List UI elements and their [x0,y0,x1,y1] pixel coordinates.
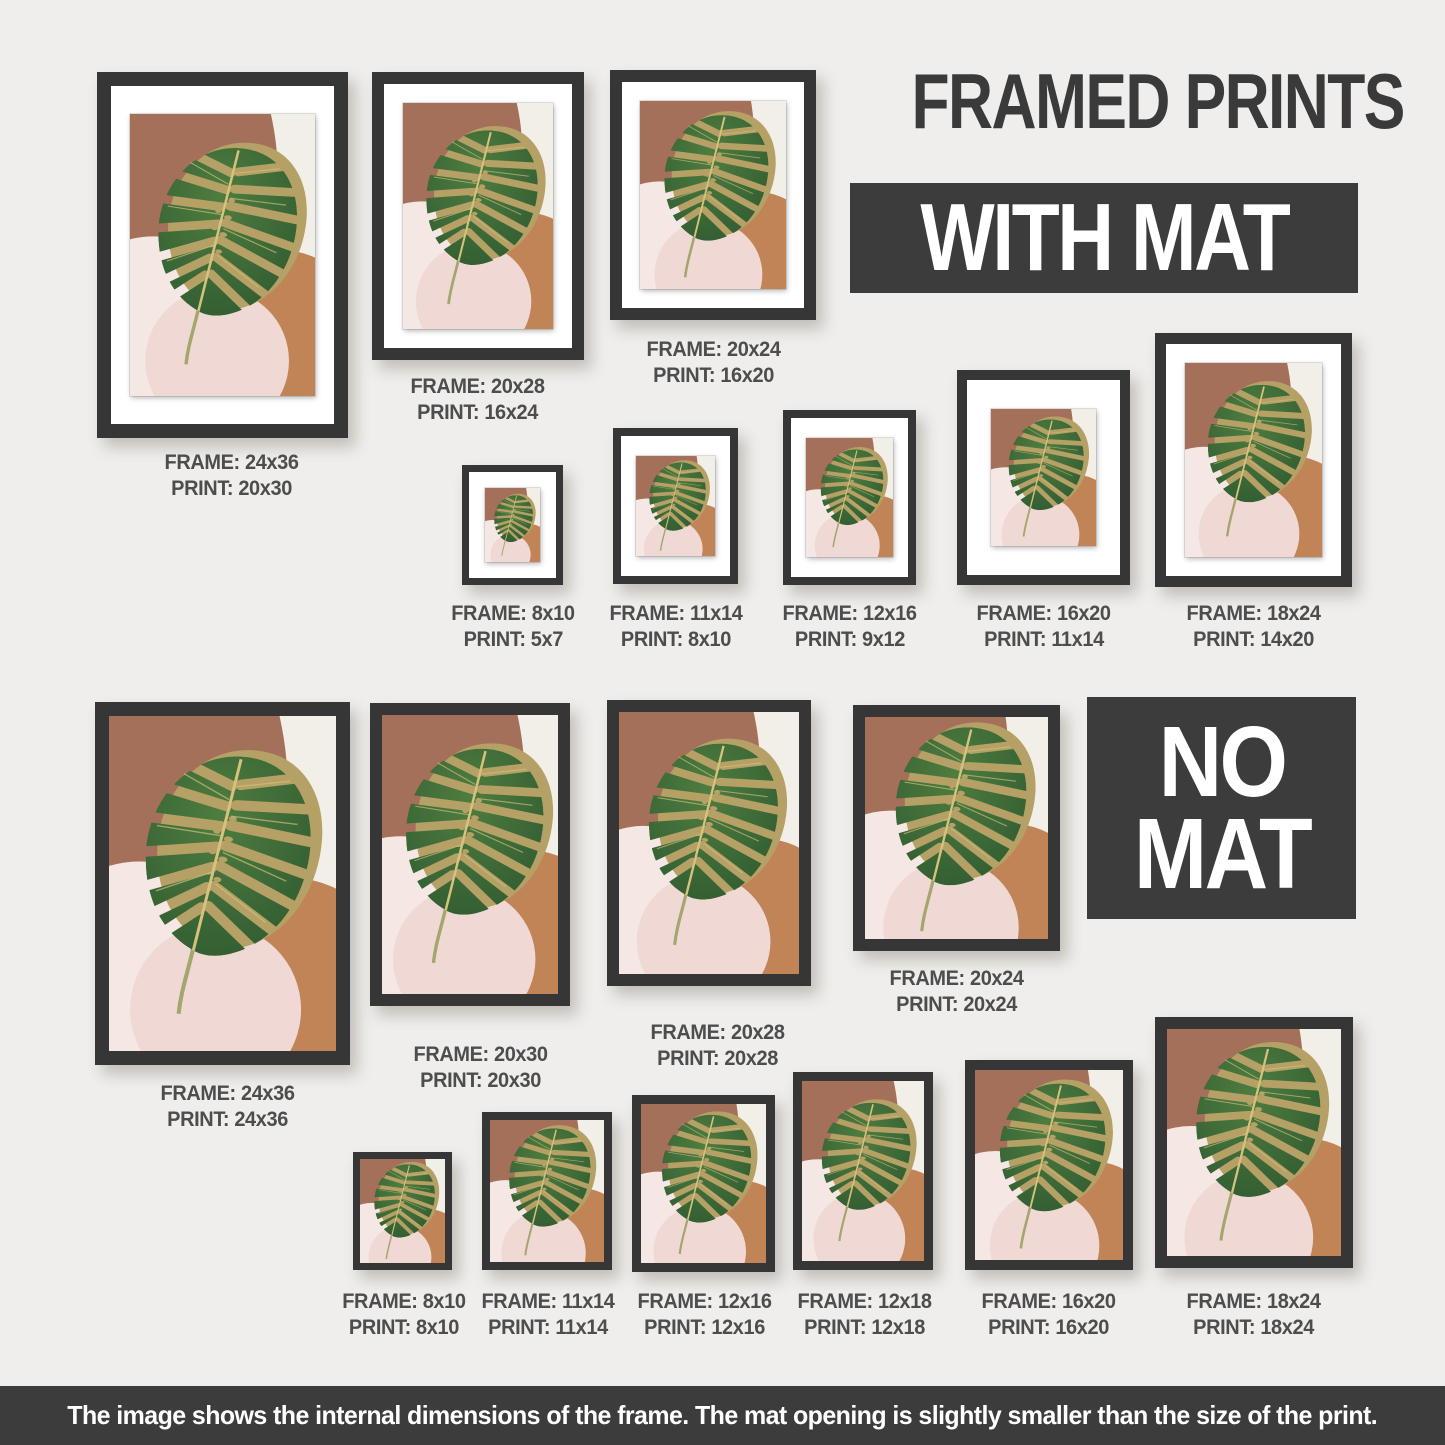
frame-18x24-no-mat [1155,1017,1353,1268]
frame-20x24-with-mat [610,70,816,320]
print-dimension-text: PRINT: 20x24 [896,992,1018,1016]
frame-12x16-with-mat [783,410,916,585]
frame-size-label [608,1020,828,1071]
print-dimension-text: PRINT: 16x20 [653,363,775,387]
frame-11x14-no-mat [482,1112,612,1270]
frame-dimension-text: FRAME: 16x20 [976,602,1112,625]
print-dimension-text: PRINT: 16x24 [417,400,539,424]
mat [967,380,1120,575]
frame-dimension-text: FRAME: 20x28 [410,375,546,398]
mat [621,436,730,576]
monstera-art [1167,1029,1341,1256]
mat [384,84,572,348]
frame-size-label [934,601,1154,652]
frame-size-label [740,601,960,652]
no-mat-area [1167,1029,1341,1256]
frame-size-label [122,450,342,501]
frame-size-label [604,337,824,388]
print-dimension-text: PRINT: 12x18 [804,1315,926,1339]
mat [791,418,908,577]
frame-dimension-text: FRAME: 18x24 [1186,602,1322,625]
print-dimension-text: PRINT: 20x28 [657,1046,779,1070]
no-mat-area [975,1070,1123,1260]
frame-dimension-text: FRAME: 20x30 [413,1043,549,1066]
frame-size-label [1144,601,1364,652]
frame-size-label [371,1042,591,1093]
frame-20x24-no-mat [853,705,1060,951]
no-mat-area [865,717,1048,939]
monstera-art [1185,363,1321,556]
monstera-art [619,712,799,974]
no-mat-area [109,716,336,1051]
frame-dimension-text: FRAME: 12x16 [782,602,918,625]
monstera-art [806,438,894,557]
print-dimension-text: PRINT: 11x14 [488,1315,608,1339]
monstera-art [975,1070,1123,1260]
mat [622,82,804,308]
frame-dimension-text: FRAME: 11x14 [609,602,743,625]
mat [111,86,334,424]
frame-20x28-with-mat [372,72,584,360]
monstera-art [130,114,316,396]
monstera-art [865,717,1048,939]
frame-24x36-with-mat [97,72,348,438]
frame-16x20-no-mat [965,1060,1133,1270]
frame-size-label [847,966,1067,1017]
frame-16x20-with-mat [957,370,1130,585]
no-mat-area [641,1104,766,1263]
monstera-art [485,488,539,562]
print-dimension-text: PRINT: 9x12 [794,627,906,651]
print-dimension-text: PRINT: 8x10 [620,627,732,651]
print-dimension-text: PRINT: 12x16 [644,1315,766,1339]
frame-24x36-no-mat [95,702,350,1065]
print-dimension-text: PRINT: 16x20 [988,1315,1110,1339]
print-dimension-text: PRINT: 18x24 [1193,1315,1315,1339]
frame-dimension-text: FRAME: 24x36 [164,451,300,474]
frame-dimension-text: FRAME: 8x10 [342,1290,466,1313]
print-dimension-text: PRINT: 8x10 [348,1315,460,1339]
monstera-art [802,1081,924,1261]
frame-11x14-with-mat [613,428,738,584]
frame-dimension-text: FRAME: 20x28 [650,1021,786,1044]
frame-dimension-text: FRAME: 8x10 [451,602,575,625]
frame-size-label [939,1289,1159,1340]
with-mat-banner: WITH MAT [850,183,1358,293]
monstera-art [641,1104,766,1263]
no-mat-area [360,1159,445,1263]
monstera-art [490,1120,604,1262]
frame-dimension-text: FRAME: 20x24 [889,967,1025,990]
frame-dimension-text: FRAME: 24x36 [160,1082,296,1105]
frame-dimension-text: FRAME: 16x20 [981,1290,1117,1313]
print-dimension-text: PRINT: 20x30 [171,476,293,500]
frame-dimension-text: FRAME: 18x24 [1186,1290,1322,1313]
frame-dimension-text: FRAME: 20x24 [646,338,782,361]
monstera-art [640,101,786,289]
frame-dimension-text: FRAME: 12x16 [637,1290,773,1313]
frame-dimension-text: FRAME: 11x14 [481,1290,615,1313]
frame-12x16-no-mat [632,1095,775,1272]
monstera-art [360,1159,445,1263]
mat [1166,344,1341,576]
footer-note: The image shows the internal dimensions of the frame. The mat opening is slightly smaller than the size of the print. [0,1386,1445,1445]
monstera-art [382,715,558,994]
mat [469,472,556,578]
print-dimension-text: PRINT: 24x36 [167,1107,289,1131]
frame-20x28-no-mat [607,700,811,986]
frame-8x10-with-mat [462,465,563,585]
monstera-art [403,103,553,329]
frame-dimension-text: FRAME: 12x18 [797,1290,933,1313]
no-mat-area [619,712,799,974]
monstera-art [991,409,1096,546]
no-mat-area [382,715,558,994]
frame-18x24-with-mat [1155,333,1352,587]
no-mat-banner: NO MAT [1087,697,1356,919]
print-dimension-text: PRINT: 5x7 [463,627,563,651]
no-mat-area [802,1081,924,1261]
frame-20x30-no-mat [370,703,570,1006]
frame-size-label [118,1081,338,1132]
frame-8x10-no-mat [353,1152,452,1270]
frame-size-label [368,374,588,425]
no-mat-area [490,1120,604,1262]
print-dimension-text: PRINT: 14x20 [1193,627,1315,651]
frame-size-label [1144,1289,1364,1340]
frame-12x18-no-mat [793,1072,933,1270]
page-title: FRAMED PRINTS [911,57,1404,145]
monstera-art [636,456,715,556]
print-dimension-text: PRINT: 11x14 [984,627,1104,651]
print-dimension-text: PRINT: 20x30 [420,1068,542,1092]
monstera-art [109,716,336,1051]
